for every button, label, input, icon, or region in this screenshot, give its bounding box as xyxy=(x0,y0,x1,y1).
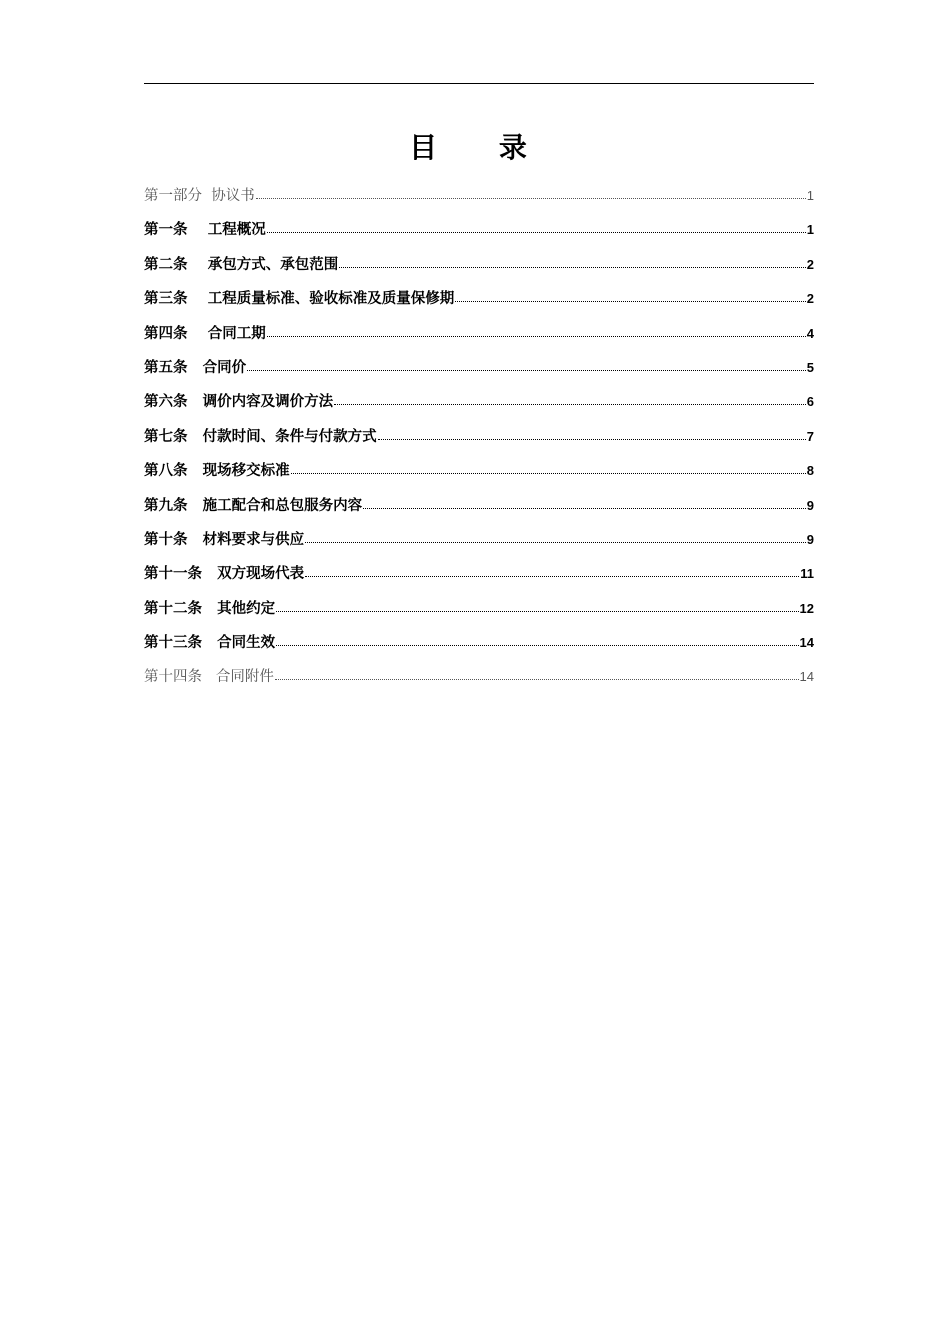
toc-entry-number: 第九条 xyxy=(144,497,188,514)
toc-page-number: 2 xyxy=(806,291,814,307)
toc-page-number: 5 xyxy=(806,359,814,375)
toc-entry-label: 施工配合和总包服务内容 xyxy=(202,497,363,514)
toc-entry-number: 第十四条 xyxy=(144,669,202,686)
toc-entry-number: 第一条 xyxy=(144,222,188,239)
toc-dot-leader xyxy=(455,289,806,302)
toc-page-number: 9 xyxy=(806,497,814,513)
toc-title: 目 录 xyxy=(409,131,553,164)
toc-entry[interactable] xyxy=(144,529,814,563)
toc-entry-number: 第七条 xyxy=(144,428,188,445)
toc-page-number: 14 xyxy=(799,635,814,651)
toc-entry-label: 现场移交标准 xyxy=(202,463,290,480)
toc-entry-label: 承包方式、承包范围 xyxy=(207,256,339,273)
toc-entry-label: 工程质量标准、验收标准及质量保修期 xyxy=(207,291,455,308)
toc-dot-leader xyxy=(267,324,806,337)
toc-entry[interactable] xyxy=(144,632,814,666)
toc-page-number: 1 xyxy=(806,222,814,238)
toc-entry-number: 第三条 xyxy=(144,291,188,308)
toc-entry-label: 合同价 xyxy=(202,359,247,376)
toc-dot-leader xyxy=(275,667,799,680)
toc-dot-leader xyxy=(276,599,798,612)
toc-dot-leader xyxy=(305,564,799,577)
toc-entry-label: 协议书 xyxy=(211,188,255,204)
toc-entry[interactable] xyxy=(144,598,814,632)
toc-entry-number: 第十条 xyxy=(144,531,188,548)
toc-entry-label: 双方现场代表 xyxy=(217,566,305,583)
toc-entry-number: 第四条 xyxy=(144,325,188,342)
toc-entry-number: 第十二条 xyxy=(144,600,202,617)
toc-entry-number: 第二条 xyxy=(144,256,188,273)
toc-dot-leader xyxy=(256,186,806,199)
toc-dot-leader xyxy=(334,392,806,405)
toc-entry-number: 第一部分 xyxy=(144,188,202,204)
toc-page-number: 4 xyxy=(806,325,814,341)
toc-page-number: 8 xyxy=(806,463,814,479)
toc-dot-leader xyxy=(267,220,806,233)
toc-dot-leader xyxy=(363,496,806,509)
toc-dot-leader xyxy=(291,461,806,474)
toc-entry-number: 第六条 xyxy=(144,394,188,411)
toc-entry-number: 第五条 xyxy=(144,359,188,376)
toc-entry[interactable] xyxy=(144,357,814,391)
toc-entry[interactable] xyxy=(144,460,814,494)
toc-entry[interactable] xyxy=(144,391,814,425)
toc-entry-label: 合同生效 xyxy=(217,635,276,652)
toc-dot-leader xyxy=(276,633,798,646)
toc-entry[interactable] xyxy=(144,323,814,357)
toc-page-number: 2 xyxy=(806,256,814,272)
toc-page-number: 9 xyxy=(806,531,814,547)
header-rule xyxy=(144,83,814,84)
toc-entry-number: 第八条 xyxy=(144,463,188,480)
toc-dot-leader xyxy=(305,530,806,543)
toc-page-number: 1 xyxy=(806,188,814,203)
toc-page-number: 6 xyxy=(806,394,814,410)
toc-entry-label: 合同工期 xyxy=(207,325,266,342)
toc-entry[interactable] xyxy=(144,563,814,597)
toc-dot-leader xyxy=(339,255,806,268)
toc-dot-leader xyxy=(378,427,806,440)
toc-entry-label: 合同附件 xyxy=(215,669,274,686)
toc-entry[interactable] xyxy=(144,219,814,253)
toc-dot-leader xyxy=(247,358,806,371)
toc-entry-label: 其他约定 xyxy=(217,600,276,617)
toc-entry[interactable] xyxy=(144,288,814,322)
toc-page-number: 7 xyxy=(806,428,814,444)
toc-entry[interactable] xyxy=(144,495,814,529)
toc-entry-label: 调价内容及调价方法 xyxy=(202,394,334,411)
toc-list xyxy=(144,185,814,701)
toc-entry-label: 材料要求与供应 xyxy=(202,531,305,548)
toc-page-number: 11 xyxy=(800,566,814,582)
toc-page-number: 14 xyxy=(799,669,814,685)
toc-entry-label: 工程概况 xyxy=(207,222,266,239)
toc-entry[interactable] xyxy=(144,666,814,700)
toc-page-number: 12 xyxy=(799,600,814,616)
toc-entry[interactable] xyxy=(144,254,814,288)
toc-entry[interactable] xyxy=(144,426,814,460)
toc-entry[interactable] xyxy=(144,185,814,219)
toc-entry-number: 第十三条 xyxy=(144,635,202,652)
toc-entry-number: 第十一条 xyxy=(144,566,202,583)
toc-entry-label: 付款时间、条件与付款方式 xyxy=(202,428,377,445)
